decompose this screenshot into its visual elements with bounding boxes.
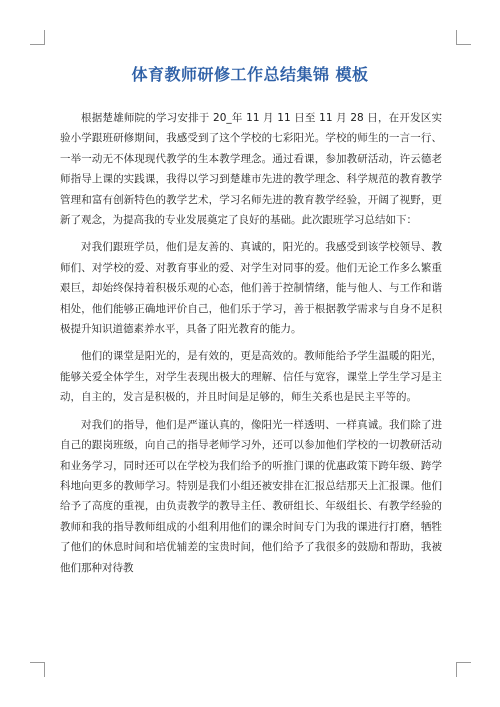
paragraph: 对我们的指导，他们是严谨认真的，像阳光一样透明、一样真诚。我们除了进自己的跟岗班级，向自己的指导老师学习外，还可以参加他们学校的一切教研活动和业务学习，同时还可以在学校为我们给予的听推门课的优惠政策下跨年级、跨学科地向更多的教师学习。特别是我们小组还被安排在汇报总结那天上汇报课。他们给予了高度的重视，由负责教学的教导主任、教研组长、年级组长、有教学经验的教师和我的指导教师组成的小组利用他们的课余时间专门为我的课进行打磨，牺牲了他们的休息时间和培优辅差的宝贵时间，他们给予了我很多的鼓励和帮助，我被他们那种对待教 [60,418,442,574]
page-corner-mark-bottom-right [456,662,471,677]
document-title: 体育教师研修工作总结集锦 模板 [131,65,369,84]
page-corner-mark-bottom-left [30,662,45,677]
paragraph: 他们的课堂是阳光的，是有效的，更是高效的。教师能给予学生温暖的阳光，能够关爱全体学生，对学生表现出极大的理解、信任与宽容，课堂上学生学习是主动，自主的，发言是积极的，并且时间是足够的，师生关系也是民主平等的。 [60,350,442,404]
paragraph: 根据楚雄师院的学习安排于 20_年 11 月 11 日至 11 月 28 日，在开发区实验小学跟班研修期间，我感受到了这个学校的七彩阳光。学校的师生的一言一行、一举一动无不体现现代教学的生本教学理念。通过看课，参加教研活动，许云德老师指导上课的实践课，我得以学习到楚雄市先进的教学理念、科学规范的教育教学管理和富有创新特色的教学艺术，学习名师先进的教育教学经验，开阔了视野，更新了观念，为提高我的专业发展奠定了良好的基础。此次跟班学习总结如下： [60,112,442,227]
paragraph: 对我们跟班学员，他们是友善的、真诚的，阳光的。我感受到该学校领导、教师们、对学校的爱、对教育事业的爱、对学生对同事的爱。他们无论工作多么繁重艰巨，却始终保持着积极乐观的心态，他们善于控制情绪，能与他人、与工作和谐相处，他们能够正确地评价自己，他们乐于学习，善于根据教学需求与自身不足积极提升知识道德素养水平，具备了阳光教育的能力。 [60,241,442,336]
document-body [60,108,442,585]
page-corner-mark-top-right [456,30,471,45]
page-corner-mark-top-left [30,30,45,45]
